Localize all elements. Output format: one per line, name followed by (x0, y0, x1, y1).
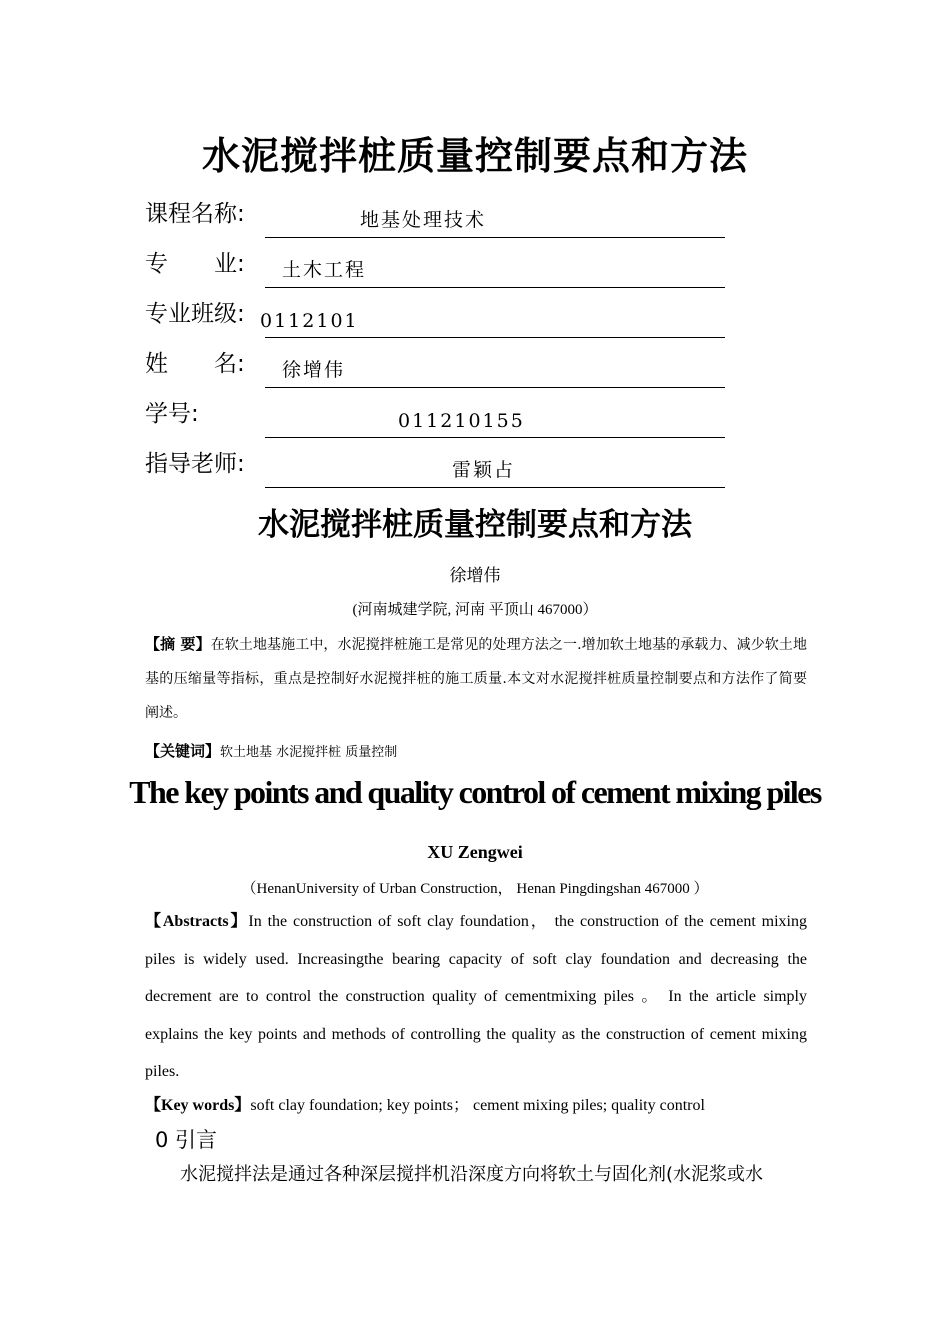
author-cn: 徐增伟 (449, 566, 501, 586)
field-underline (265, 437, 725, 438)
field-underline (265, 387, 725, 388)
field-label: 指导老师: (145, 451, 245, 477)
field-value: 土木工程 (282, 259, 367, 281)
article-title-en: The key points and quality control of cement mixing piles (129, 774, 821, 810)
article-title-cn: 水泥搅拌桩质量控制要点和方法 (258, 507, 692, 543)
section-heading-intro: 0 引言 (155, 1128, 218, 1152)
field-student-id (145, 398, 725, 438)
field-major (145, 248, 725, 288)
field-label: 专业班级: (145, 301, 245, 327)
field-value: 地基处理技术 (360, 209, 487, 231)
intro-paragraph: 水泥搅拌法是通过各种深层搅拌机沿深度方向将软土与固化剂(水泥浆或水 (180, 1164, 764, 1185)
field-name (145, 348, 725, 388)
keywords-text-cn: 软土地基 水泥搅拌桩 质量控制 (220, 745, 398, 760)
abstract-tag-en: 【Abstracts】 (145, 913, 249, 930)
field-value: 雷颖占 (452, 459, 516, 481)
keywords-tag-cn: 【关键词】 (145, 742, 221, 760)
author-en: XU Zengwei (427, 842, 523, 862)
keywords-cn (145, 736, 807, 768)
field-underline (265, 287, 725, 288)
abstract-cn (145, 627, 807, 730)
field-label: 学号: (145, 401, 199, 427)
field-value: 011210155 (398, 410, 525, 432)
affiliation-en: （HenanUniversity of Urban Construction， Henan Pingdingshan 467000 ） (241, 881, 709, 897)
abstract-tag-cn: 【摘 要】 (145, 635, 211, 653)
keywords-en (145, 1091, 845, 1121)
abstract-text-cn: 在软土地基施工中，水泥搅拌桩施工是常见的处理方法之一.增加软土地基的承载力、减少软土地基的压缩量等指标，重点是控制好水泥搅拌桩的施工质量.本文对水泥搅拌桩质量控制要点和方法作了简要阐述。 (145, 637, 807, 721)
keywords-text-en: soft clay foundation; key points； cement mixing piles; quality control (250, 1097, 705, 1114)
abstract-text-en: In the construction of soft clay foundation， the construction of the cement mixing piles is widely used. Increasingthe bearing capacity of soft clay foundation and decreasing the decrement are to control the construction quality of cementmixing piles 。 In the article simply explains the key points and methods of controlling the quality as the construction of cement mixing piles. (145, 913, 808, 1080)
field-value: 0112101 (260, 310, 359, 332)
affiliation-cn: (河南城建学院, 河南 平顶山 467000） (352, 602, 598, 618)
field-course-name (145, 198, 725, 238)
keywords-tag-en: 【Key words】 (145, 1097, 251, 1114)
cover-title: 水泥搅拌桩质量控制要点和方法 (201, 134, 748, 178)
field-value: 徐增伟 (282, 359, 346, 381)
abstract-en (145, 903, 807, 1091)
field-underline (265, 237, 725, 238)
field-advisor (145, 448, 725, 488)
field-label: 姓 名: (145, 351, 245, 377)
field-underline (265, 337, 725, 338)
field-underline (265, 487, 725, 488)
field-label: 专 业: (145, 251, 245, 277)
field-class (145, 298, 725, 338)
field-label: 课程名称: (145, 201, 245, 227)
